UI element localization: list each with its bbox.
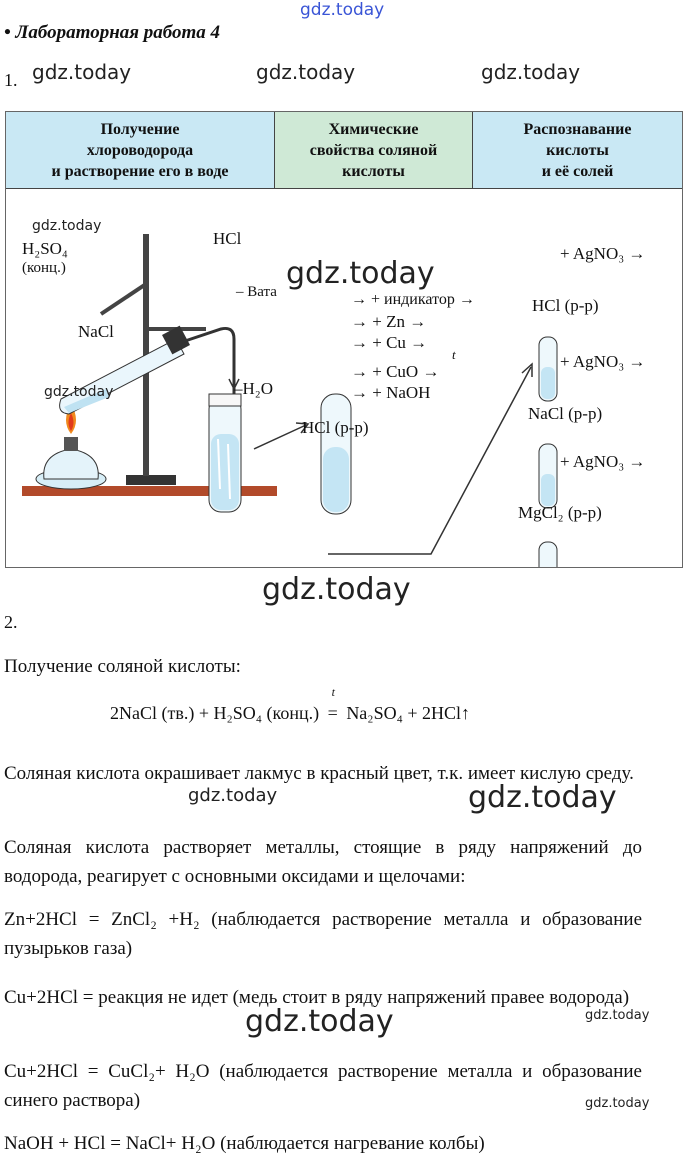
equation-left: 2NaCl (тв.) + H₂SO₄ (конц.) bbox=[110, 703, 320, 723]
watermark: gdz.today bbox=[245, 1004, 394, 1039]
watermark: gdz.today bbox=[188, 785, 278, 806]
lab-figure bbox=[5, 111, 683, 568]
reagent-zn: → + Zn → bbox=[351, 312, 427, 331]
watermark: gdz.today bbox=[585, 1096, 650, 1111]
label-h2so4: H₂SO₄ bbox=[22, 239, 68, 258]
reagent-indicator: → + индикатор → bbox=[351, 291, 475, 308]
watermark: gdz.today bbox=[32, 218, 102, 234]
item-number-1: 1. bbox=[4, 70, 18, 90]
reagent-t-mark: t bbox=[452, 347, 456, 362]
equation bbox=[110, 685, 471, 724]
equation-t: t bbox=[331, 685, 335, 699]
paragraph-1: Соляная кислота окрашивает лакмус в красный цвет, т.к. имеет кислую среду. bbox=[4, 763, 634, 784]
paragraph-2: Соляная кислота растворяет металлы, стоящие в ряду напряжений до водорода, реагирует с основными оксидами и щелочами: bbox=[4, 837, 642, 887]
paragraph-3: Zn+2HCl = ZnCl₂ +H₂ (наблюдается растворение металла и образование пузырьков газа) bbox=[4, 909, 642, 959]
paragraph-6: NaOH + HCl = NaCl+ H₂O (наблюдается нагревание колбы) bbox=[4, 1133, 485, 1154]
agno3-label-3: + AgNO₃ → bbox=[560, 452, 646, 471]
label-vata: – Вата bbox=[236, 284, 277, 300]
label-hcl-solution: HCl (р-р) bbox=[302, 418, 369, 437]
label-nacl: NaCl bbox=[78, 322, 114, 341]
paragraph-4: Cu+2HCl = реакция не идет (медь стоит в ряду напряжений правее водорода) bbox=[4, 987, 630, 1008]
watermark: gdz.today bbox=[256, 60, 356, 84]
paragraph-5: Cu+2HCl = CuCl₂+ H₂O (наблюдается растворение металла и образование синего раствора) bbox=[4, 1061, 642, 1111]
tube-label-hcl: HCl (р-р) bbox=[532, 296, 599, 315]
figure-header-col1: Получение хлороводорода и растворение его в воде bbox=[6, 112, 275, 188]
label-h2o: –H₂O bbox=[234, 379, 273, 398]
watermark: gdz.today bbox=[32, 60, 132, 84]
tube-label-nacl: NaCl (р-р) bbox=[528, 404, 603, 423]
reagent-cuo: → + CuO → bbox=[351, 362, 440, 381]
section-title: Получение соляной кислоты: bbox=[4, 656, 241, 677]
label-hcl-gas: HCl bbox=[213, 229, 242, 248]
page-title: • Лабораторная работа 4 bbox=[4, 22, 221, 43]
watermark: gdz.today bbox=[262, 572, 411, 607]
agno3-label-1: + AgNO₃ → bbox=[560, 244, 646, 263]
agno3-label-2: + AgNO₃ → bbox=[560, 352, 646, 371]
figure-header-col3: Распознавание кислоты и её солей bbox=[523, 120, 632, 180]
watermark: gdz.today bbox=[286, 256, 435, 291]
watermark: gdz.today bbox=[468, 780, 617, 815]
label-konc: (конц.) bbox=[22, 260, 66, 276]
equation-sign: = bbox=[327, 703, 338, 723]
watermark: gdz.today bbox=[585, 1008, 650, 1023]
equation-right: Na₂SO₄ + 2HCl↑ bbox=[346, 703, 471, 723]
reagent-cu: → + Cu → bbox=[351, 333, 428, 352]
reagent-naoh: → + NaOH bbox=[351, 383, 431, 402]
tube-label-mgcl2: MgCl₂ (р-р) bbox=[518, 503, 602, 522]
watermark: gdz.today bbox=[44, 384, 114, 400]
item-number-2: 2. bbox=[4, 612, 18, 632]
watermark: gdz.today bbox=[481, 60, 581, 84]
figure-header-col2: Химические свойства соляной кислоты bbox=[275, 112, 473, 188]
watermark-top: gdz.today bbox=[300, 0, 385, 20]
